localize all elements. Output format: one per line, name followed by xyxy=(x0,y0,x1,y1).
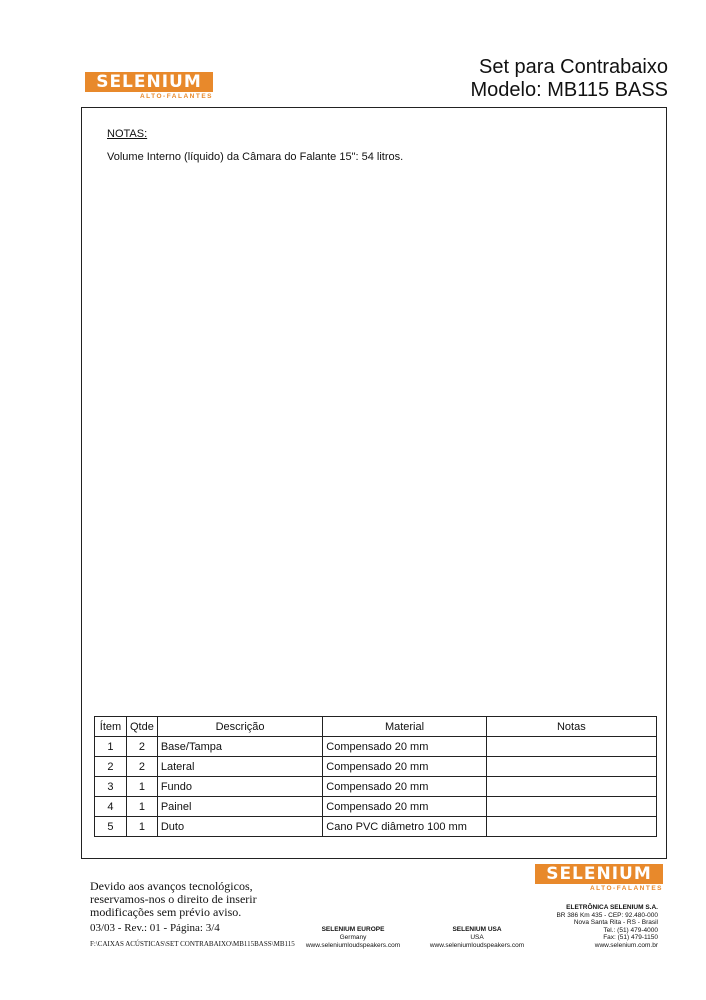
logo-tagline: ALTO-FALANTES xyxy=(139,93,213,100)
header-qty: Qtde xyxy=(126,717,157,737)
header-description: Descrição xyxy=(157,717,322,737)
selenium-logo xyxy=(85,72,213,100)
contact-name: SELENIUM USA xyxy=(452,926,502,933)
document-title: Set para Contrabaixo xyxy=(478,56,668,78)
cell-qty: 1 xyxy=(126,797,157,817)
contact-name: SELENIUM EUROPE xyxy=(321,926,385,933)
company-name: ELETRÔNICA SELENIUM S.A. xyxy=(566,904,658,911)
company-phone: Tel.: (51) 479-4000 xyxy=(603,926,658,934)
cell-item: 3 xyxy=(95,777,127,797)
footer-logo-tagline: ALTO-FALANTES xyxy=(589,885,663,892)
contact-website: www.seleniumloudspeakers.com xyxy=(305,942,401,949)
cell-description: Fundo xyxy=(157,777,322,797)
logo-brand: SELENIUM xyxy=(85,72,213,92)
company-website: www.selenium.com.br xyxy=(594,941,658,949)
cell-material: Cano PVC diâmetro 100 mm xyxy=(323,817,486,837)
contact-europe xyxy=(300,926,406,950)
model-title: Modelo: MB115 BASS xyxy=(470,79,668,101)
cell-item: 5 xyxy=(95,817,127,837)
table-row xyxy=(95,797,657,817)
cell-description: Lateral xyxy=(157,757,322,777)
notes-heading: NOTAS: xyxy=(107,128,148,140)
cell-qty: 1 xyxy=(126,817,157,837)
footer-logo-brand: SELENIUM xyxy=(535,864,663,884)
cell-description: Base/Tampa xyxy=(157,737,322,757)
file-path: F:\CAIXAS ACÚSTICAS\SET CONTRABAIXO\MB115BASS\MB115 xyxy=(90,940,295,948)
disclaimer xyxy=(90,880,257,919)
table-row xyxy=(95,757,657,777)
footer-selenium-logo xyxy=(535,864,663,892)
disclaimer-line: reservamos-nos o direito de inserir xyxy=(90,892,257,906)
disclaimer-line: Devido aos avanços tecnológicos, xyxy=(90,879,253,893)
cell-qty: 1 xyxy=(126,777,157,797)
parts-table xyxy=(94,716,657,837)
table-row xyxy=(95,817,657,837)
cell-item: 4 xyxy=(95,797,127,817)
header-material: Material xyxy=(323,717,486,737)
cell-material: Compensado 20 mm xyxy=(323,777,486,797)
cell-notes xyxy=(486,757,656,777)
contact-website: www.seleniumloudspeakers.com xyxy=(429,942,525,949)
company-address: BR 386 Km 435 - CEP: 92.480-000 xyxy=(556,911,658,919)
cell-description: Painel xyxy=(157,797,322,817)
cell-notes xyxy=(486,777,656,797)
company-city: Nova Santa Rita - RS - Brasil xyxy=(573,919,658,926)
notes-text: Volume Interno (líquido) da Câmara do Falante 15": 54 litros. xyxy=(107,151,404,163)
company-info xyxy=(556,904,658,949)
cell-item: 2 xyxy=(95,757,127,777)
cell-material: Compensado 20 mm xyxy=(323,757,486,777)
table-header-row xyxy=(95,717,657,737)
cell-notes xyxy=(486,797,656,817)
cell-description: Duto xyxy=(157,817,322,837)
header-notes: Notas xyxy=(486,717,656,737)
company-fax: Fax: (51) 479-1150 xyxy=(603,934,658,941)
contact-usa xyxy=(422,926,532,950)
cell-notes xyxy=(486,817,656,837)
cell-material: Compensado 20 mm xyxy=(323,797,486,817)
cell-qty: 2 xyxy=(126,737,157,757)
cell-material: Compensado 20 mm xyxy=(323,737,486,757)
header-item: Ítem xyxy=(95,717,127,737)
revision-info: 03/03 - Rev.: 01 - Página: 3/4 xyxy=(90,922,220,934)
cell-notes xyxy=(486,737,656,757)
cell-qty: 2 xyxy=(126,757,157,777)
table-row xyxy=(95,777,657,797)
cell-item: 1 xyxy=(95,737,127,757)
table-row xyxy=(95,737,657,757)
contact-country: USA xyxy=(470,934,484,941)
contact-country: Germany xyxy=(339,934,367,941)
disclaimer-line: modificações sem prévio aviso. xyxy=(90,905,242,919)
